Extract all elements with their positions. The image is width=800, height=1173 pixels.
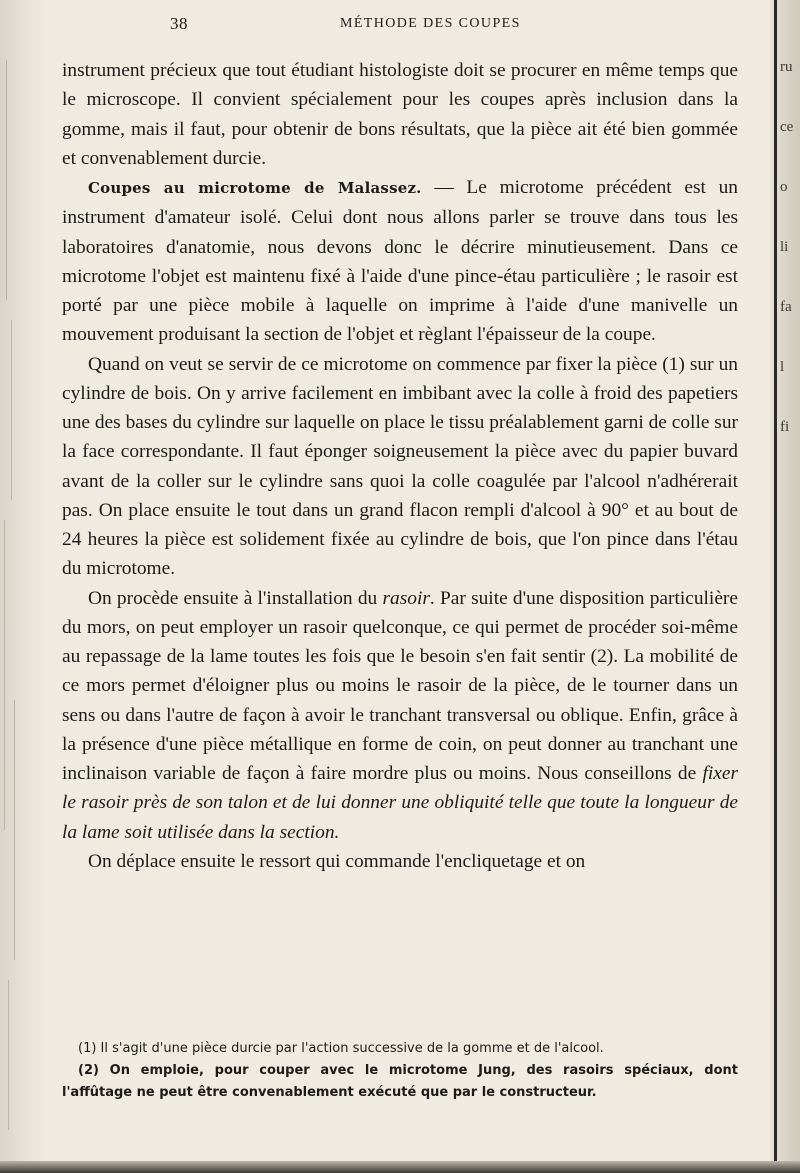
footnotes [62,1038,738,1104]
right-binding-edge: ru ce o li fa l fi [770,0,800,1173]
paragraph-1: instrument précieux que tout étudiant histologiste doit se procurer en même temps que le microscope. Il convient spécialement pour les coupes après inclusion dans la gomme, mais il faut, pour obtenir de bons résultats, que la pièce ait été bien gommée et convenablement durcie. [62,60,738,169]
paragraph-2 [62,173,738,350]
left-page-shadow [0,0,46,1173]
paragraph-4-italic-advice: fixer le rasoir près de son talon et de lui donner une obliquité telle que toute la longueur de la lame soit utilisée dans la section. [62,763,738,843]
paragraph-4-italic-rasoir: rasoir [382,587,430,609]
page-header [170,14,590,38]
paragraph-4-start: On procède ensuite à l'installation du [88,587,383,609]
running-title: MÉTHODE DES COUPES [340,16,521,31]
section-heading: Coupes au microtome de Malassez. [88,179,422,197]
paragraph-4 [62,584,738,847]
paragraph-4-middle: . Par suite d'une disposition particulière du mors, on peut employer un rasoir quelconque, ce qui permet de procéder soi-même au repassage de la lame toutes les fois que le besoin s'en fait sentir (2). La mobilité de ce mors permet d'éloigner plus ou moins le rasoir de la pièce, de le tourner dans un sens ou dans l'autre de façon à avoir le tranchant transversal ou oblique. Enfin, grâce à la présence d'une pièce métallique en forme de coin, on peut donner au tranchant une inclinaison variable de façon à faire mordre plus ou moins. Nous conseillons de [62,587,738,784]
paragraph-3: Quand on veut se servir de ce microtome on commence par fixer la pièce (1) sur un cylindre de bois. On y arrive facilement en imbibant avec la colle à froid des papetiers une des bases du cylindre sur laquelle on place le tissu préalablement garni de colle sur la face correspondante. Il faut éponger soigneusement la pièce avec du papier buvard avant de la coller sur le cylindre sans quoi la colle coagulée par l'alcool n'adhérerait pas. On place ensuite le tout dans un grand flacon rempli d'alcool à 90° et au bout de 24 heures la pièce est solidement fixée au cylindre de bois, que l'on pince dans l'étau du microtome. [62,353,738,580]
page-number: 38 [170,14,188,33]
footnote-2: (2) On emploie, pour couper avec le microtome Jung, des rasoirs spéciaux, dont l'affûtage ne peut être convenablement exécuté que par le constructeur. [62,1063,738,1100]
paragraph-2-text: — Le microtome précédent est un instrument d'amateur isolé. Celui dont nous allons parler se trouve dans tous les laboratoires d'anatomie, nous devons donc le décrire minutieusement. Dans ce microtome l'objet est maintenu fixé à l'aide d'une pince-étau particulière ; le rasoir est porté par une pièce mobile à laquelle on imprime à l'aide d'une manivelle un mouvement produisant la section de l'objet et règlant l'épaisseur de la coupe. [62,177,738,346]
footnote-1: (1) Il s'agit d'une pièce durcie par l'action successive de la gomme et de l'alcool. [78,1041,604,1056]
body-text [62,56,738,876]
binding-line [774,0,777,1173]
bottom-page-edge [0,1161,800,1173]
paragraph-5: On déplace ensuite le ressort qui commande l'encliquetage et on [88,850,586,872]
